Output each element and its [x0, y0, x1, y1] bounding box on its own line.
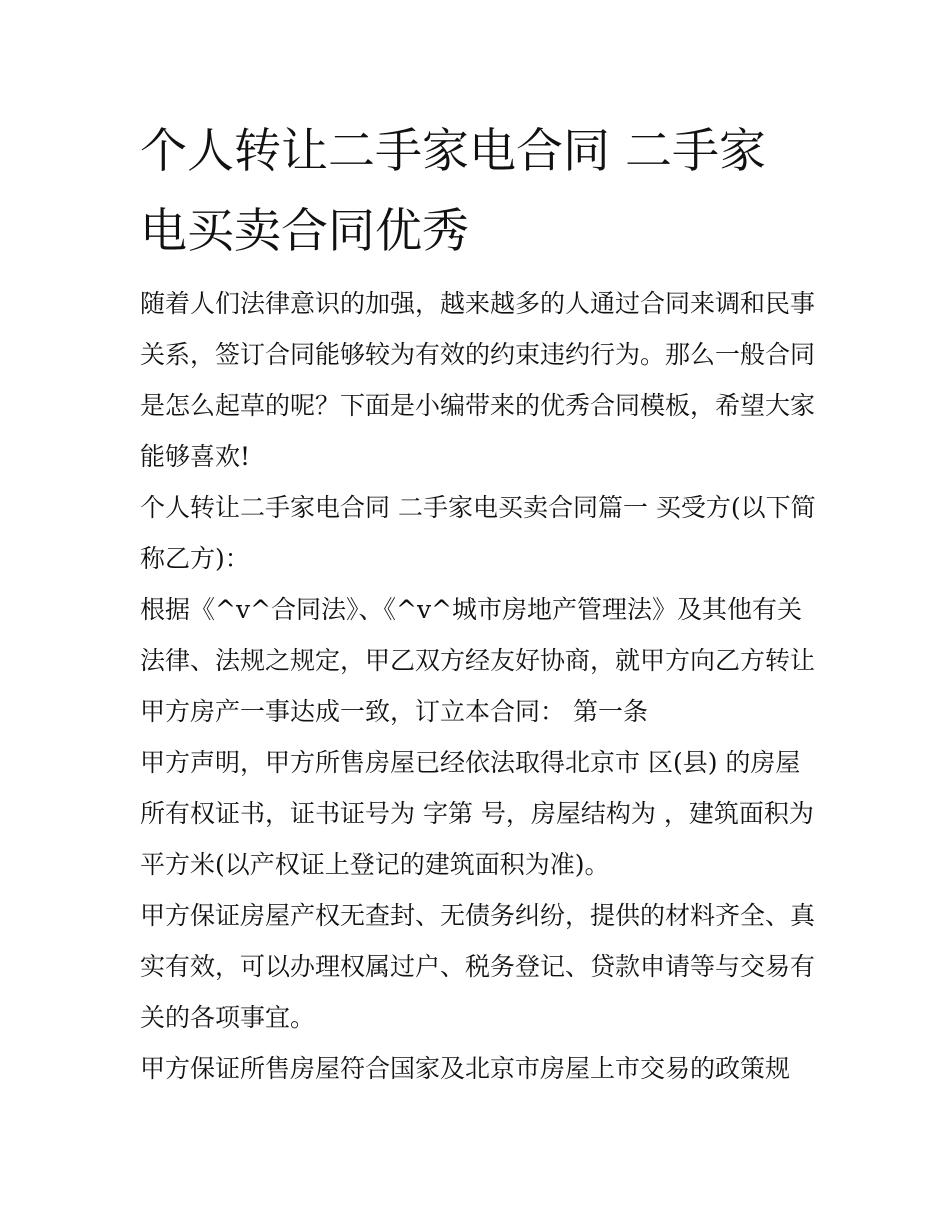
- body-line: 平方米(以产权证上登记的建筑面积为准)。: [140, 850, 610, 879]
- title-line: 个人转让二手家电合同 二手家: [140, 124, 766, 179]
- body-line: 随着人们法律意识的加强，越来越多的人通过合同来调和民事: [140, 289, 816, 318]
- body-line: 能够喜欢!: [140, 442, 251, 471]
- body-line: 关系，签订合同能够较为有效的约束违约行为。那么一般合同: [140, 340, 816, 369]
- title-line: 电买卖合同优秀: [140, 204, 469, 259]
- body-line: 关的各项事宜。: [140, 1003, 316, 1032]
- body-line: 是怎么起草的呢？下面是小编带来的优秀合同模板，希望大家: [140, 391, 816, 420]
- document-body: [140, 278, 820, 1094]
- body-line: 实有效，可以办理权属过户、税务登记、贷款申请等与交易有: [140, 952, 816, 981]
- body-line: 个人转让二手家电合同 二手家电买卖合同篇一 买受方(以下简: [140, 493, 816, 522]
- body-line: 甲方保证所售房屋符合国家及北京市房屋上市交易的政策规: [140, 1054, 791, 1083]
- body-line: 所有权证书，证书证号为 字第 号，房屋结构为 ，建筑面积为: [140, 799, 814, 828]
- document-title: [140, 112, 820, 272]
- body-line: 甲方房产一事达成一致，订立本合同： 第一条: [140, 697, 648, 726]
- body-line: 甲方保证房屋产权无查封、无债务纠纷，提供的材料齐全、真: [140, 901, 816, 930]
- body-line: 法律、法规之规定，甲乙双方经友好协商，就甲方向乙方转让: [140, 646, 816, 675]
- body-line: 称乙方)：: [140, 544, 250, 573]
- body-line: 根据《^v^合同法》、《^v^城市房地产管理法》及其他有关: [140, 595, 803, 624]
- body-line: 甲方声明，甲方所售房屋已经依法取得北京市 区(县) 的房屋: [140, 748, 801, 777]
